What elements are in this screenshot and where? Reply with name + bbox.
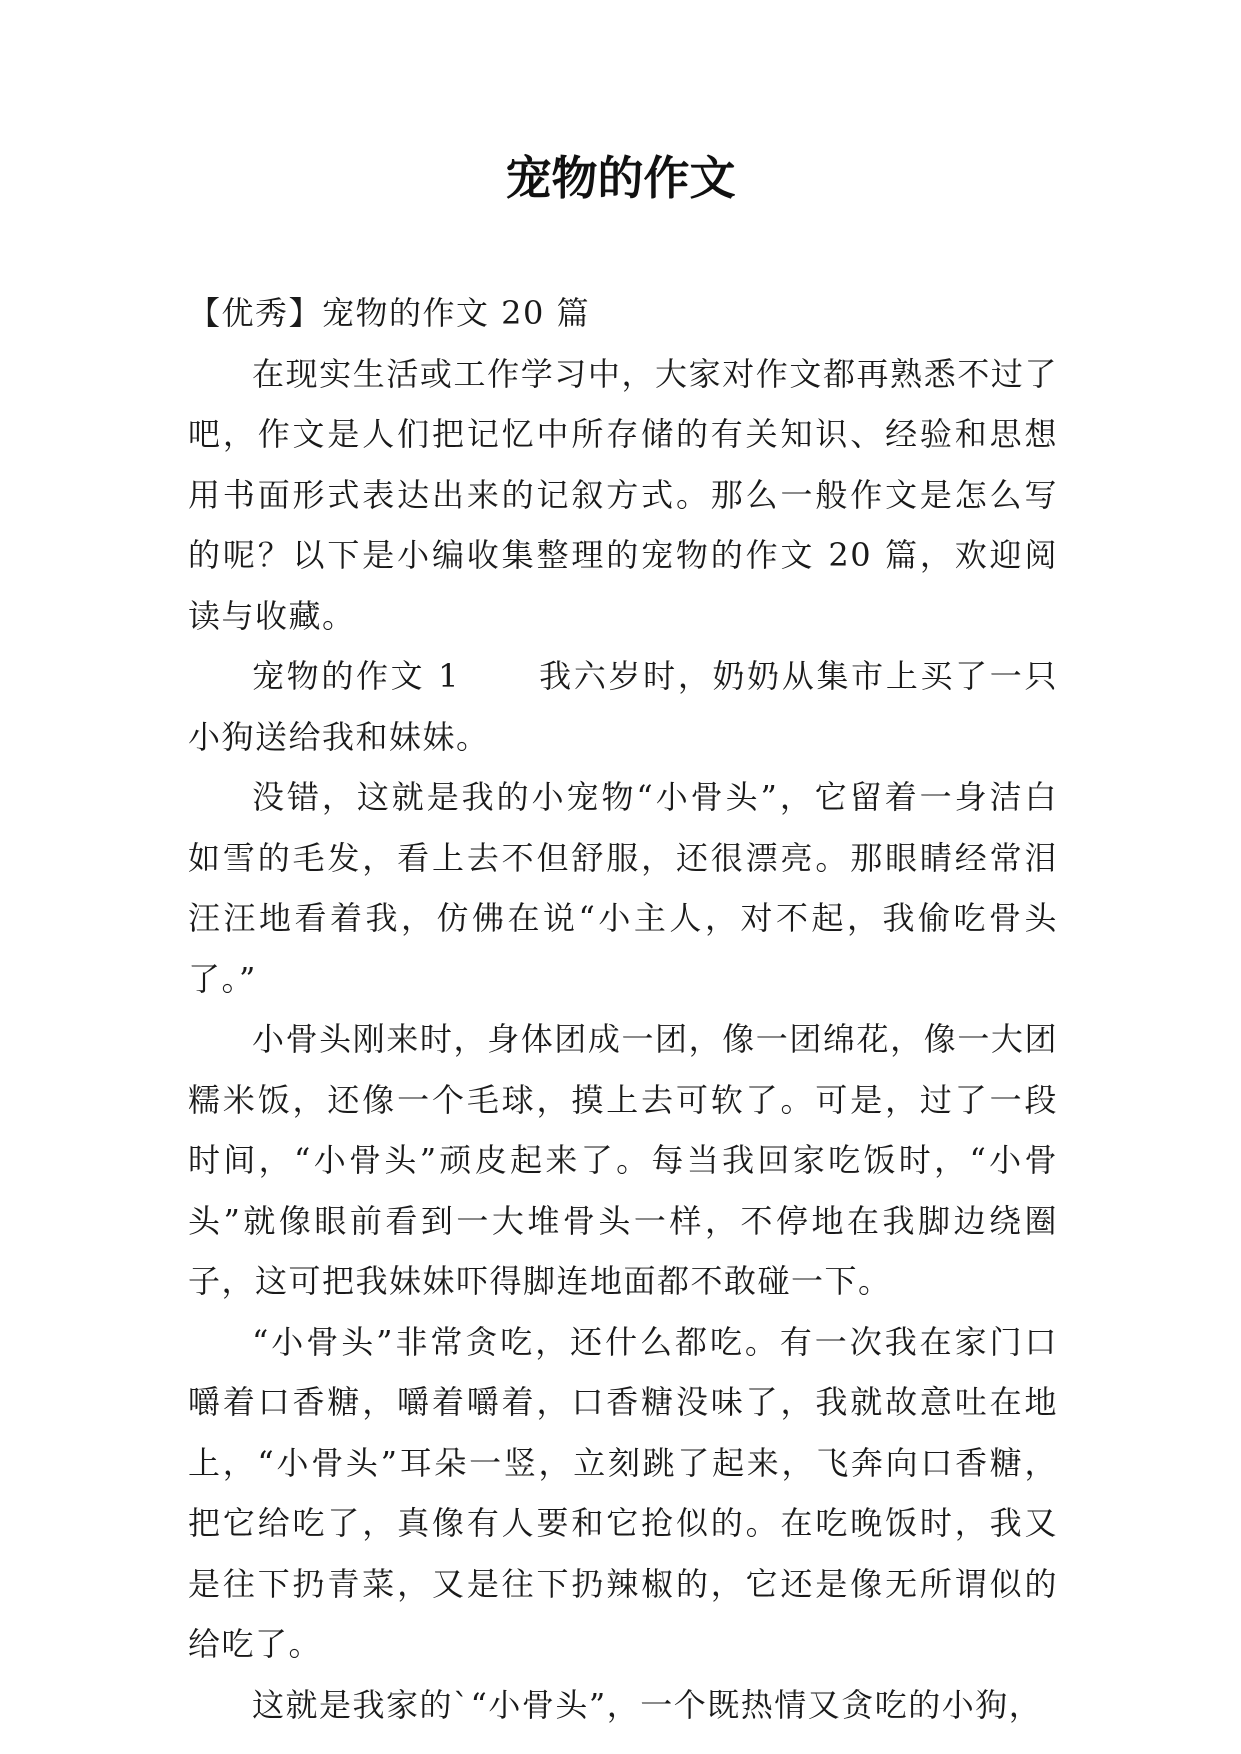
body-paragraph: 这就是我家的`“小骨头”，一个既热情又贪吃的小狗， bbox=[252, 1685, 1043, 1724]
essay-1-first-sentence: 我六岁时，奶奶从集市上买了一只小狗送给我和妹妹。 bbox=[188, 657, 1058, 756]
essay-1-heading: 宠物的作文 1 bbox=[252, 657, 461, 695]
document-title: 宠物的作文 bbox=[505, 151, 736, 205]
intro-paragraph: 在现实生活或工作学习中，大家对作文都再熟悉不过了吧，作文是人们把记忆中所存储的有关知识、经验和思想用书面形式表达出来的记叙方式。那么一般作文是怎么写的呢？以下是小编收集整理的宠物的作文 20 篇，欢迎阅读与收藏。 bbox=[188, 354, 1058, 635]
document-subtitle: 【优秀】宠物的作文 20 篇 bbox=[188, 294, 591, 332]
body-paragraph: “小骨头”非常贪吃，还什么都吃。有一次我在家门口嚼着口香糖，嚼着嚼着，口香糖没味了，我就故意吐在地上，“小骨头”耳朵一竖，立刻跳了起来，飞奔向口香糖，把它给吃了，真像有人要和它抢似的。在吃晚饭时，我又是往下扔青菜，又是往下扔辣椒的，它还是像无所谓似的给吃了。 bbox=[188, 1322, 1058, 1663]
essay-1-opening bbox=[188, 646, 1058, 767]
document-body bbox=[188, 283, 1058, 1735]
body-paragraph: 小骨头刚来时，身体团成一团，像一团绵花，像一大团糯米饭，还像一个毛球，摸上去可软了。可是，过了一段时间，“小骨头”顽皮起来了。每当我回家吃饭时，“小骨头”就像眼前看到一大堆骨头一样，不停地在我脚边绕圈子，这可把我妹妹吓得脚连地面都不敢碰一下。 bbox=[188, 1020, 1058, 1300]
body-paragraph: 没错，这就是我的小宠物“小骨头”，它留着一身洁白如雪的毛发，看上去不但舒服，还很漂亮。那眼睛经常泪汪汪地看着我，仿佛在说“小主人，对不起，我偷吃骨头了。” bbox=[188, 778, 1058, 998]
